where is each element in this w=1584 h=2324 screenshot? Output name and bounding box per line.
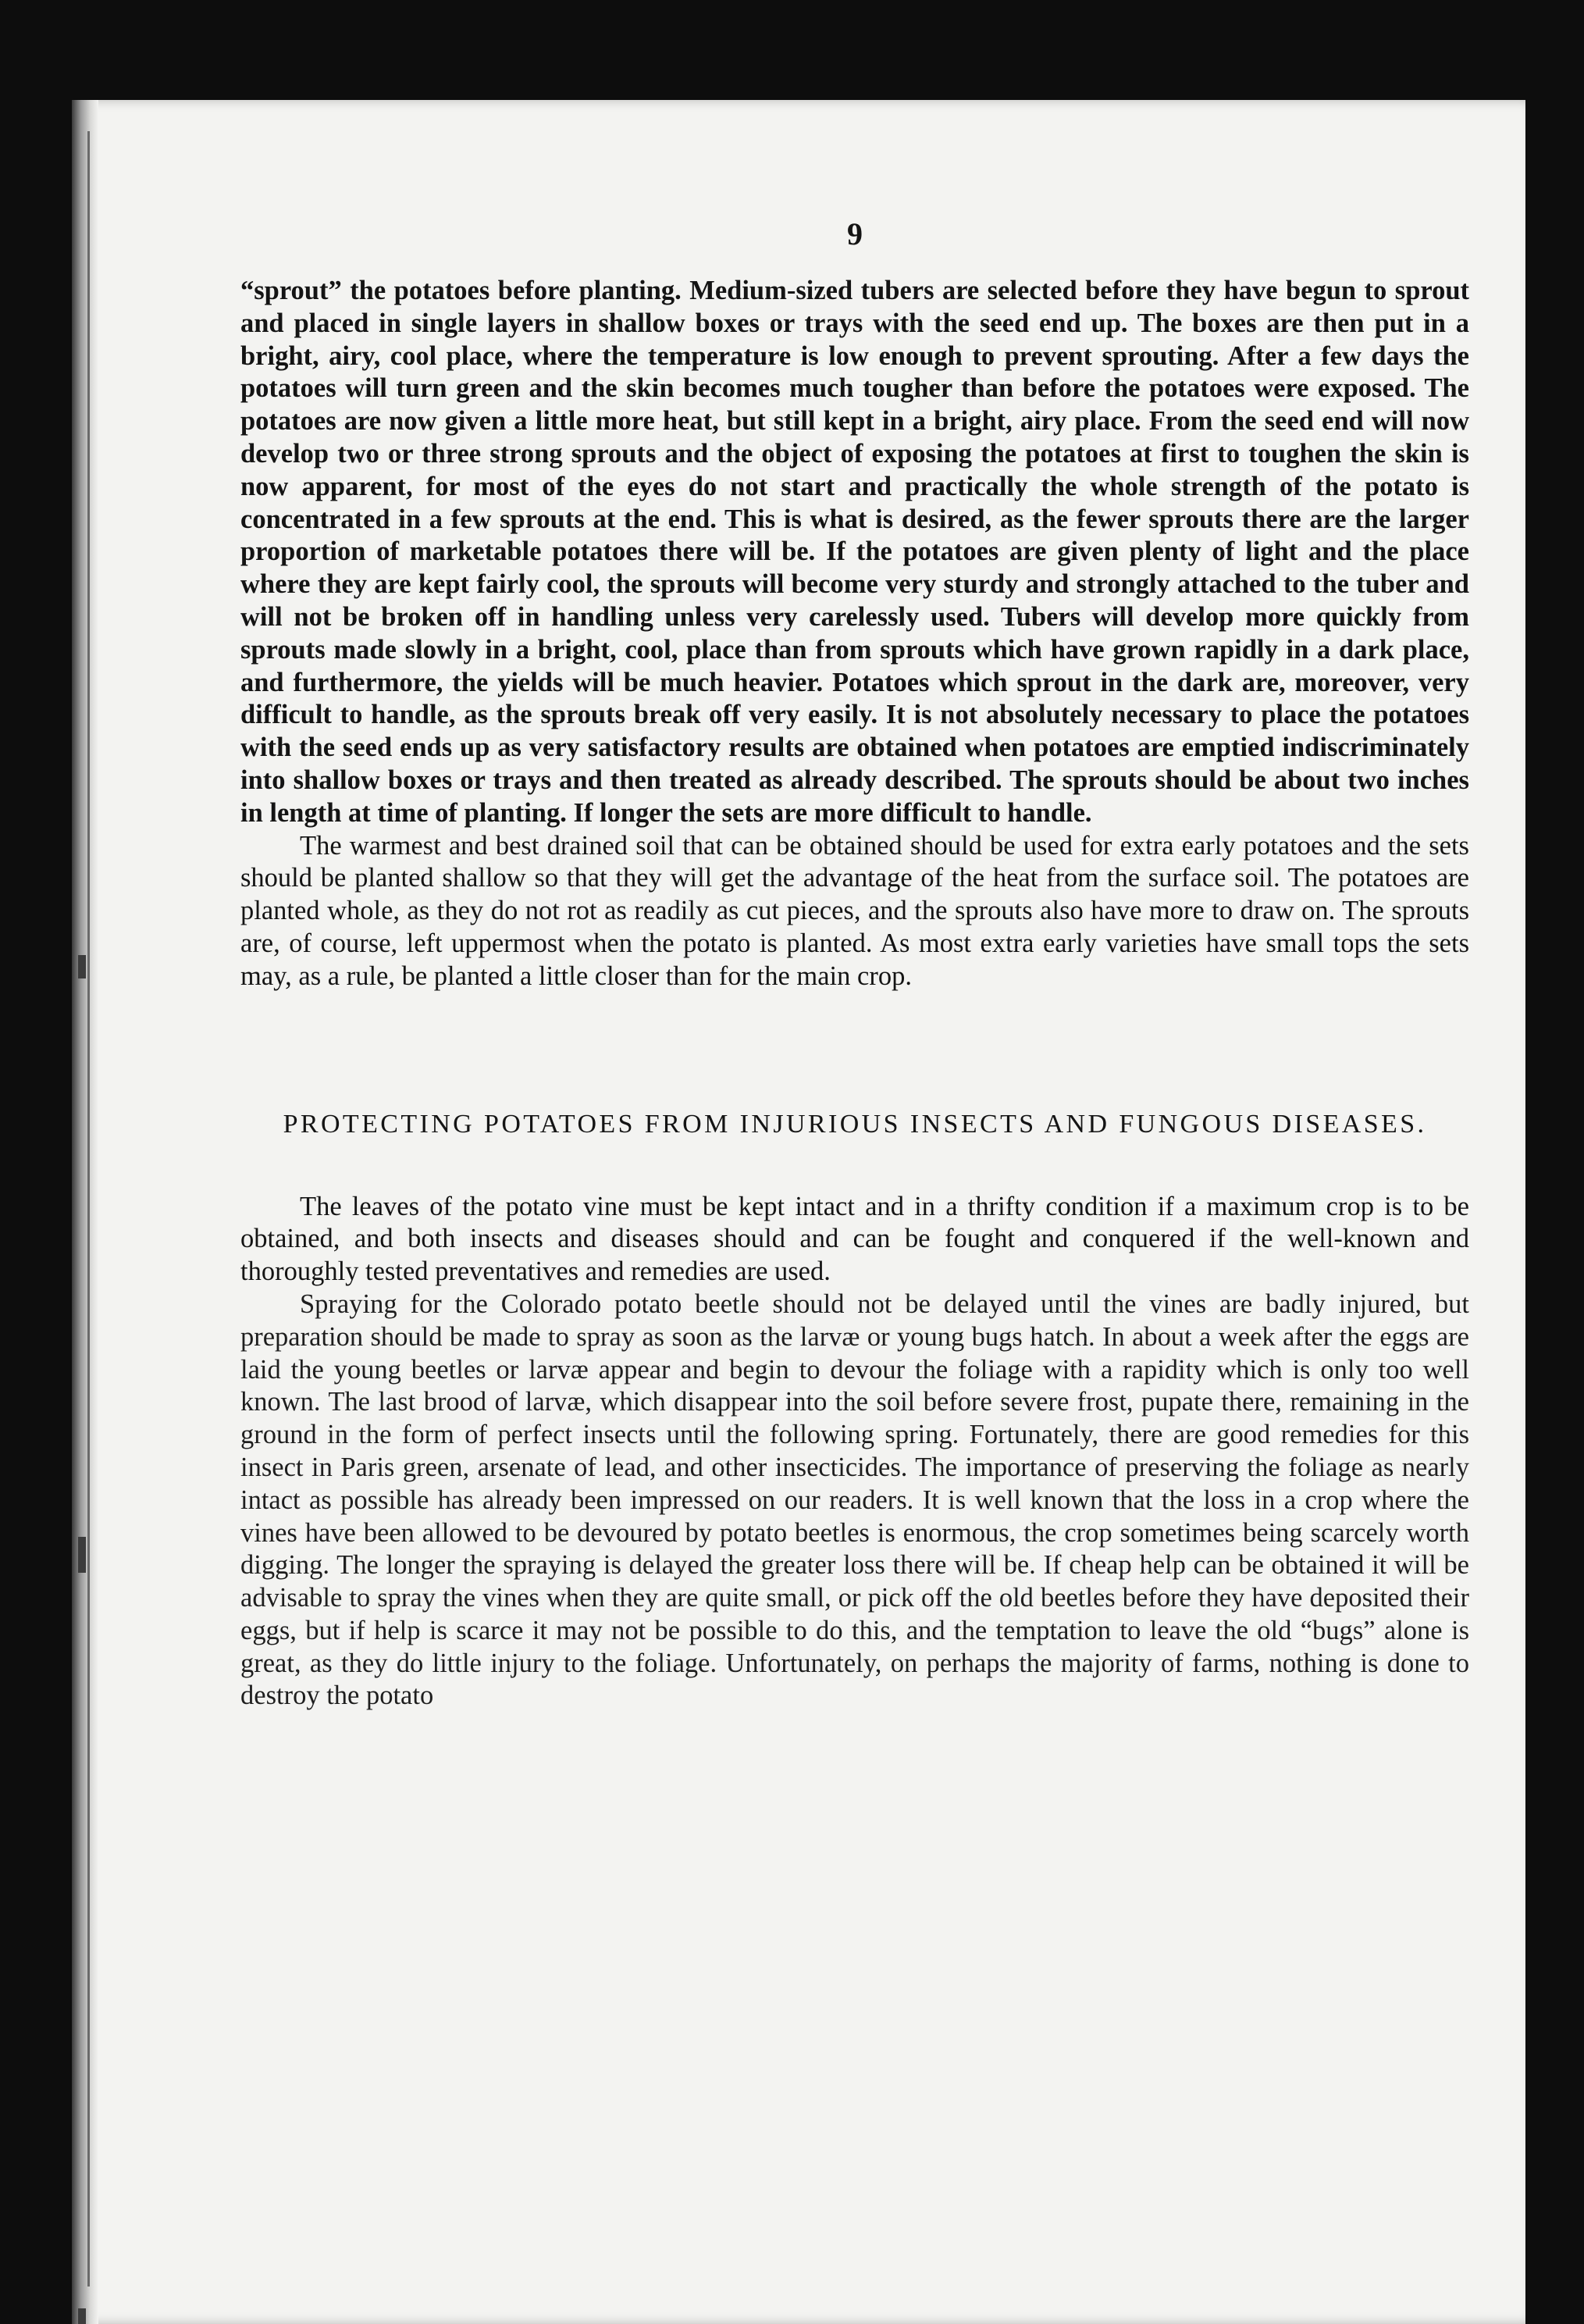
body-paragraph: “sprout” the potatoes before planting. Medium-sized tubers are selected before they have begun to sprout and placed in single layers in shallow boxes or trays with the seed end up. The boxes are then put in a bright, airy, cool place, where the temperature is low enough to prevent sprouting. After a few days the potatoes will turn green and the skin becomes much tougher than before the potatoes were exposed. The potatoes are now given a little more heat, but still kept in a bright, airy place. From the seed end will now develop two or three strong sprouts and the object of exposing the potatoes at first to toughen the skin is now apparent, for most of the eyes do not start and practically the whole strength of the potato is concentrated in a few sprouts at the end. This is what is desired, as the fewer sprouts there are the larger proportion of marketable potatoes there will be. If the potatoes are given plenty of light and the place where they are kept fairly cool, the sprouts will become very sturdy and strongly attached to the tuber and will not be broken off in handling unless very carelessly used. Tubers will develop more quickly from sprouts made slowly in a bright, cool, place than from sprouts which have grown rapidly in a dark place, and furthermore, the yields will be much heavier. Potatoes which sprout in the dark are, moreover, very difficult to handle, as the sprouts break off very easily. It is not absolutely necessary to place the potatoes with the seed ends up as very satisfactory results are obtained when potatoes are emptied indiscriminately into shallow boxes or trays and then treated as already described. The sprouts should be about two inches in length at time of planting. If longer the sets are more difficult to handle. — [240, 276, 1469, 828]
margin-mark — [78, 955, 86, 978]
body-paragraph: The warmest and best drained soil that can be obtained should be used for extra early potatoes and the sets should be planted shallow so that they will get the advantage of the heat from the surface soil. The potatoes are planted whole, as they do not rot as readily as cut pieces, and the sprouts also have more to draw on. The sprouts are, of course, left uppermost when the potato is planted. As most extra early varieties have small tops the sets may, as a rule, be planted a little closer than for the main crop. — [240, 830, 1469, 991]
section-heading: PROTECTING POTATOES FROM INJURIOUS INSECTS AND FUNGOUS DISEASES. — [283, 1109, 1427, 1139]
document-page — [72, 100, 1525, 2324]
margin-mark — [78, 1537, 86, 1573]
body-paragraph: The leaves of the potato vine must be kept intact and in a thrifty condition if a maximum crop is to be obtained, and both insects and diseases should and can be fought and conquered if the well-known and thoroughly tested preventatives and remedies are used. — [240, 1191, 1469, 1287]
margin-mark — [78, 2308, 86, 2324]
body-paragraph: Spraying for the Colorado potato beetle should not be delayed until the vines are badly injured, but preparation should be made to spray as soon as the larvæ or young bugs hatch. In about a week after the eggs are laid the young beetles or larvæ appear and begin to devour the foliage with a rapidity which is only too well known. The last brood of larvæ, which disappear into the soil before severe frost, pupate there, remaining in the ground in the form of perfect insects until the following spring. Fortunately, there are good remedies for this insect in Paris green, arsenate of lead, and other insecticides. The importance of preserving the foliage as nearly intact as possible has already been impressed on our readers. It is well known that the loss in a crop where the vines have been allowed to be devoured by potato beetles is enormous, the crop sometimes being scarcely worth digging. The longer the spraying is delayed the greater loss there will be. If cheap help can be obtained it will be advisable to spray the vines when they are quite small, or pick off the old beetles before they have deposited their eggs, but if help is scarce it may not be possible to do this, and the temptation to leave the old “bugs” alone is great, as they do little injury to the foliage. Unfortunately, on perhaps the majority of farms, nothing is done to destroy the potato — [240, 1289, 1469, 1711]
binding-line — [87, 131, 90, 2287]
page-number: 9 — [847, 216, 863, 251]
binding-gutter — [72, 100, 98, 2324]
page-content — [240, 216, 1469, 1713]
